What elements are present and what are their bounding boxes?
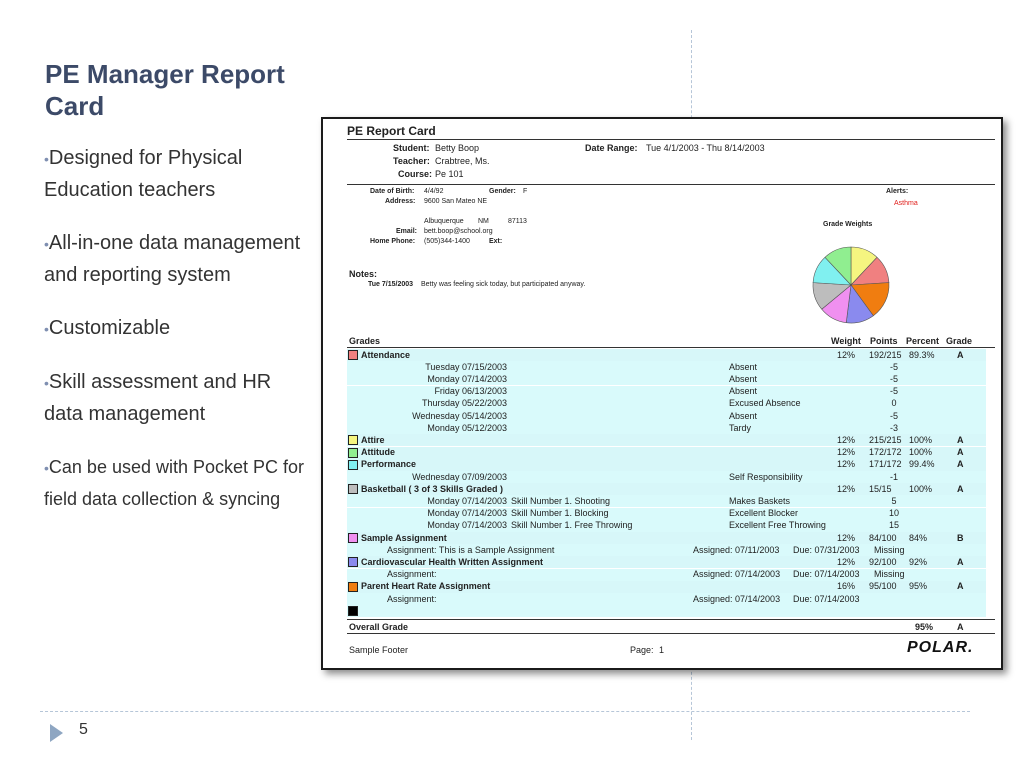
assignment-text: Assignment: This is a Sample Assignment (387, 544, 555, 555)
gender-value: F (523, 188, 528, 195)
category-name: Sample Assignment (361, 532, 447, 543)
detail-points: -5 (889, 386, 898, 397)
teacher-label: Teacher: (393, 156, 430, 166)
phone-value: (505)344-1400 (424, 238, 470, 245)
detail-points: -1 (889, 471, 898, 482)
bullet-list (44, 143, 309, 537)
detail-points: 15 (888, 520, 899, 531)
page-value: 1 (659, 645, 665, 655)
overall-percent: 95% (915, 622, 934, 632)
detail-date: Wednesday 07/09/2003 (412, 471, 507, 482)
category-name: Cardiovascular Health Written Assignment (361, 556, 544, 567)
category-name: Attire (361, 434, 385, 445)
detail-status: Excellent Blocker (729, 508, 799, 519)
assignment-status: Missing (874, 544, 905, 555)
zip-value: 87113 (508, 218, 527, 225)
category-percent: 89.3% (909, 349, 935, 360)
category-percent: 100% (909, 483, 933, 494)
category-color-swatch (348, 435, 358, 445)
date-range-label: Date Range: (585, 143, 638, 153)
row-band (347, 593, 986, 605)
divider (347, 633, 995, 634)
phone-label: Home Phone: (370, 238, 416, 245)
points-header: Points (870, 336, 898, 346)
category-points: 172/172 (869, 447, 902, 458)
category-color-swatch (348, 533, 358, 543)
divider (347, 619, 995, 620)
category-grade: A (957, 459, 964, 470)
category-grade: A (957, 581, 964, 592)
address-label: Address: (385, 198, 416, 205)
layout-guide-horizontal (40, 711, 970, 712)
category-name: Attendance (361, 349, 411, 360)
detail-status: Absent (729, 386, 758, 397)
date-range-value: Tue 4/1/2003 - Thu 8/14/2003 (646, 143, 765, 153)
teacher-value: Crabtree, Ms. (435, 156, 490, 166)
address-value: 9600 San Mateo NE (424, 198, 488, 205)
category-color-swatch (348, 606, 358, 616)
report-footer: Sample Footer (349, 645, 409, 655)
category-percent: 99.4% (909, 459, 935, 470)
detail-status: Absent (729, 410, 758, 421)
divider (347, 184, 995, 185)
email-label: Email: (396, 228, 418, 235)
category-percent: 100% (909, 447, 933, 458)
assignment-due: Due: 07/31/2003 (793, 544, 860, 555)
detail-points: -3 (889, 422, 898, 433)
note-text: Betty was feeling sick today, but participated anyway. (421, 281, 586, 288)
detail-status: Self Responsibility (729, 471, 803, 482)
detail-status: Tardy (729, 422, 752, 433)
detail-date: Monday 05/12/2003 (427, 422, 507, 433)
category-grade: A (957, 447, 964, 458)
note-date: Tue 7/15/2003 (368, 281, 414, 288)
assignment-assigned: Assigned: 07/14/2003 (693, 593, 781, 604)
detail-status: Excellent Free Throwing (729, 520, 826, 531)
assignment-text: Assignment: (387, 569, 437, 580)
page-label: Page: (630, 645, 654, 655)
polar-logo: POLAR. (907, 639, 974, 656)
detail-points: 5 (891, 495, 897, 506)
gender-label: Gender: (489, 188, 516, 195)
state-value: NM (478, 218, 489, 225)
category-weight: 12% (837, 434, 856, 445)
percent-header: Percent (906, 336, 940, 346)
category-points: 15/15 (869, 483, 892, 494)
city-value: Albuquerque (424, 218, 464, 225)
detail-status: Absent (729, 361, 758, 372)
overall-grade: A (957, 622, 964, 632)
category-grade: A (957, 349, 964, 360)
divider (347, 347, 995, 348)
dob-label: Date of Birth: (370, 188, 415, 195)
category-percent: 95% (909, 581, 928, 592)
category-color-swatch (348, 484, 358, 494)
category-grade: B (957, 532, 964, 543)
category-weight: 12% (837, 532, 856, 543)
bullet-item: •Can be used with Pocket PC for field data collection & syncing (44, 457, 305, 509)
overall-grade-label: Overall Grade (349, 622, 409, 632)
category-name: Attitude (361, 447, 395, 458)
category-points: 171/172 (869, 459, 902, 470)
category-color-swatch (348, 448, 358, 458)
student-value: Betty Boop (435, 143, 480, 153)
alert-value: Asthma (894, 200, 918, 207)
detail-points: 0 (891, 398, 897, 409)
assignment-assigned: Assigned: 07/14/2003 (693, 569, 781, 580)
student-label: Student: (393, 143, 430, 153)
ext-label: Ext: (489, 238, 503, 245)
grade-header: Grade (946, 336, 973, 346)
slide-number: 5 (79, 721, 88, 738)
category-weight: 12% (837, 459, 856, 470)
category-weight: 16% (837, 581, 856, 592)
alerts-label: Alerts: (886, 188, 909, 195)
category-name: Performance (361, 459, 417, 470)
detail-date: Friday 06/13/2003 (434, 386, 507, 397)
detail-date: Monday 07/14/2003 (427, 495, 507, 506)
bullet-item: •Skill assessment and HR data management (44, 371, 272, 425)
course-label: Course: (398, 169, 433, 179)
assignment-assigned: Assigned: 07/11/2003 (693, 544, 780, 555)
slide-nav-arrow-icon[interactable] (50, 724, 63, 742)
detail-date: Thursday 05/22/2003 (421, 398, 507, 409)
grade-weights-label: Grade Weights (823, 221, 873, 228)
category-points: 84/100 (869, 532, 897, 543)
notes-label: Notes: (349, 269, 378, 279)
report-title: PE Report Card (347, 124, 436, 138)
bullet-item: •All-in-one data management and reporting system (44, 232, 301, 286)
detail-date: Tuesday 07/15/2003 (425, 361, 507, 372)
category-points: 95/100 (869, 581, 897, 592)
grades-header: Grades (349, 336, 381, 346)
detail-description: Skill Number 1. Shooting (511, 495, 611, 506)
category-grade: A (957, 483, 964, 494)
category-grade: A (957, 556, 964, 567)
category-name: Basketball ( 3 of 3 Skills Graded ) (361, 483, 504, 494)
category-color-swatch (348, 582, 358, 592)
detail-status: Makes Baskets (729, 495, 791, 506)
detail-points: 10 (888, 508, 899, 519)
assignment-due: Due: 07/14/2003 (793, 593, 860, 604)
slide-title: PE Manager Report Card (45, 59, 285, 121)
category-percent: 84% (909, 532, 928, 543)
category-name: Parent Heart Rate Assignment (361, 581, 491, 592)
detail-status: Absent (729, 373, 758, 384)
report-card (321, 117, 1003, 670)
dob-value: 4/4/92 (424, 188, 444, 195)
category-points: 192/215 (869, 349, 902, 360)
assignment-text: Assignment: (387, 593, 437, 604)
category-percent: 100% (909, 434, 933, 445)
detail-date: Wednesday 05/14/2003 (412, 410, 507, 421)
row-band (347, 605, 986, 617)
grade-weights-pie-chart (811, 245, 891, 325)
category-color-swatch (348, 460, 358, 470)
bullet-item: •Customizable (44, 317, 171, 339)
email-value: bett.boop@school.org (424, 228, 493, 235)
category-points: 215/215 (869, 434, 902, 445)
detail-description: Skill Number 1. Blocking (511, 508, 609, 519)
detail-points: -5 (889, 373, 898, 384)
category-weight: 12% (837, 349, 856, 360)
detail-description: Skill Number 1. Free Throwing (511, 520, 633, 531)
detail-date: Monday 07/14/2003 (427, 508, 507, 519)
category-weight: 12% (837, 556, 856, 567)
detail-points: -5 (889, 361, 898, 372)
assignment-due: Due: 07/14/2003 (793, 569, 860, 580)
assignment-status: Missing (874, 569, 905, 580)
category-weight: 12% (837, 483, 856, 494)
detail-status: Excused Absence (729, 398, 801, 409)
category-color-swatch (348, 557, 358, 567)
category-weight: 12% (837, 447, 856, 458)
detail-date: Monday 07/14/2003 (427, 520, 507, 531)
detail-date: Monday 07/14/2003 (427, 373, 507, 384)
course-value: Pe 101 (435, 169, 464, 179)
category-percent: 92% (909, 556, 928, 567)
weight-header: Weight (831, 336, 861, 346)
divider (347, 139, 995, 140)
bullet-item: •Designed for Physical Education teachers (44, 147, 243, 201)
category-grade: A (957, 434, 964, 445)
category-points: 92/100 (869, 556, 897, 567)
detail-points: -5 (889, 410, 898, 421)
category-color-swatch (348, 350, 358, 360)
